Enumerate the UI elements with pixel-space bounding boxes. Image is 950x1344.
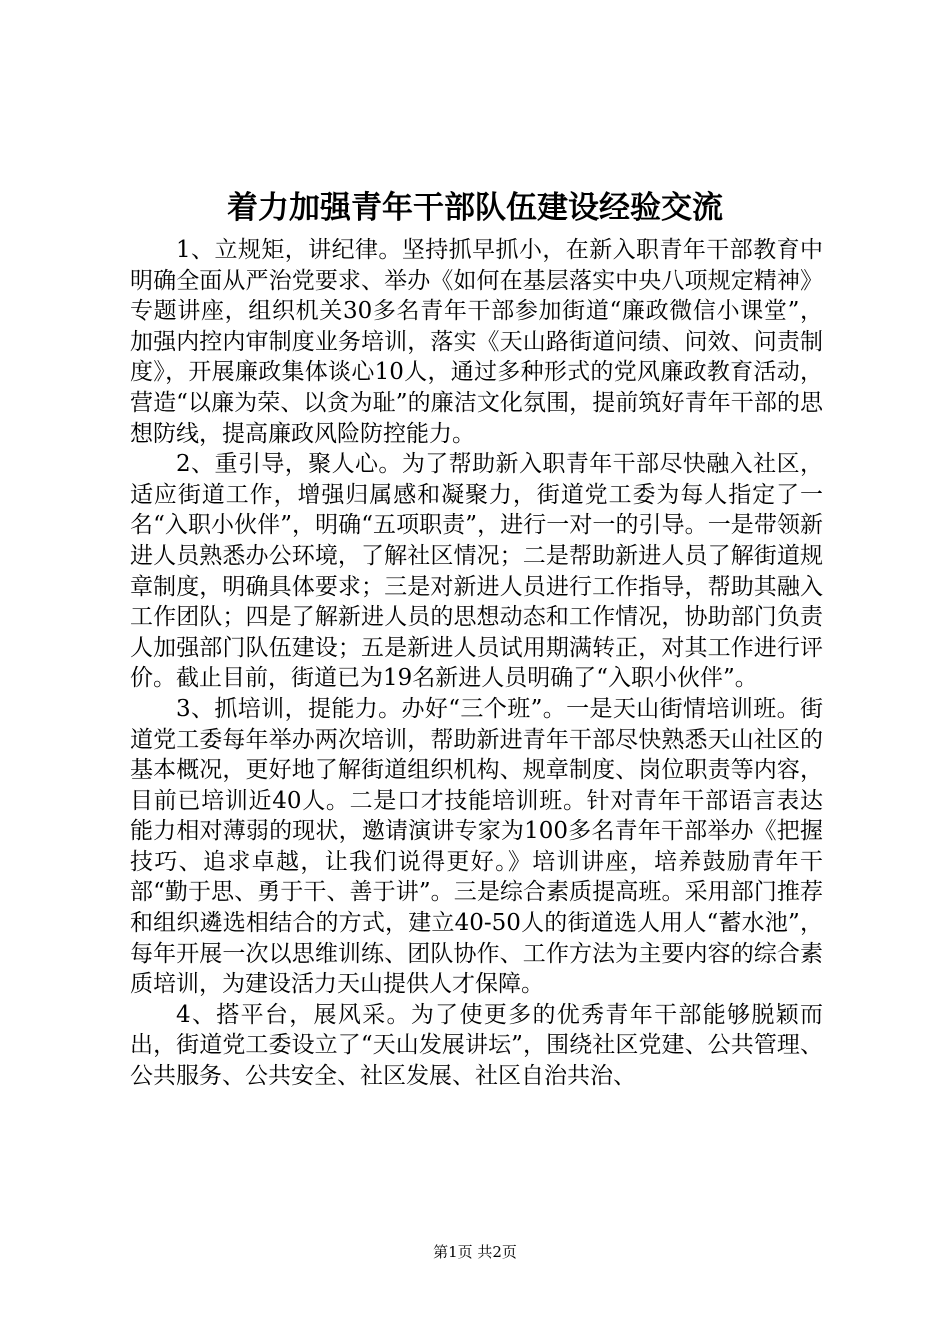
paragraph-3: 3、抓培训，提能力。办好“三个班”。一是天山街情培训班。街道党工委每年举办两次培训，帮助新进青年干部尽快熟悉天山社区的基本概况，更好地了解街道组织机构、规章制度、岗位职责等内容，目前已培训近40人。二是口才技能培训班。针对青年干部语言表达能力相对薄弱的现状，邀请演讲专家为100多名青年干部举办《把握技巧、追求卓越，让我们说得更好。》培训讲座，培养鼓励青年干部“勤于思、勇于干、善于讲”。三是综合素质提高班。采用部门推荐和组织遴选相结合的方式，建立40-50人的街道选人用人“蓄水池”，每年开展一次以思维训练、团队协作、工作方法为主要内容的综合素质培训，为建设活力天山提供人才保障。 [130, 695, 823, 998]
paragraph-2: 2、重引导，聚人心。为了帮助新入职青年干部尽快融入社区，适应街道工作，增强归属感和凝聚力，街道党工委为每人指定了一名“入职小伙伴”，明确“五项职责”，进行一对一的引导。一是带领新进人员熟悉办公环境，了解社区情况；二是帮助新进人员了解街道规章制度，明确具体要求；三是对新进人员进行工作指导，帮助其融入工作团队；四是了解新进人员的思想动态和工作情况，协助部门负责人加强部门队伍建设；五是新进人员试用期满转正，对其工作进行评价。截止目前，街道已为19名新进人员明确了“入职小伙伴”。 [130, 451, 823, 692]
page-footer: 第1页 共2页 [433, 1243, 517, 1261]
document-title: 着力加强青年干部队伍建设经验交流 [227, 190, 723, 226]
paragraph-1: 1、立规矩，讲纪律。坚持抓早抓小，在新入职青年干部教育中明确全面从严治党要求、举办《如何在基层落实中央八项规定精神》专题讲座，组织机关30多名青年干部参加街道“廉政微信小课堂”，加强内控内审制度业务培训，落实《天山路街道问绩、问效、问责制度》，开展廉政集体谈心10人，通过多种形式的党风廉政教育活动，营造“以廉为荣、以贪为耻”的廉洁文化氛围，提前筑好青年干部的思想防线，提高廉政风险防控能力。 [130, 237, 823, 447]
paragraph-4: 4、搭平台，展风采。为了使更多的优秀青年干部能够脱颖而出，街道党工委设立了“天山发展讲坛”，围绕社区党建、公共管理、公共服务、公共安全、社区发展、社区自治共治、 [130, 1001, 823, 1090]
document-body [130, 235, 823, 1092]
